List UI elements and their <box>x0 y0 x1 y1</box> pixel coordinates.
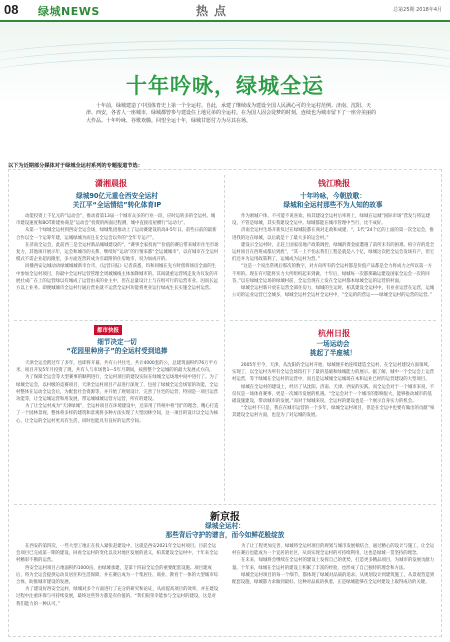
article-paragraph: 为了让工程更加完善，绿城将全运村项目的规划与城市发展相结合，通过精心的设计与施工，让全运村在赛后也能成为一个宜居的社区，从而实现全运村的可持续利用，这也是绿城一贯坚持的理念。 <box>232 544 435 557</box>
article-paragraph: 在未来，绿城将会继续在全运村的建设上发挥自己的优势，打造更多精品项目，为城市的发展贡献力量。十年来，绿城在全运村的建设上积累了丰富的经验，也形成了自己独特的理念和方法。 <box>232 558 435 571</box>
article-body <box>232 213 435 317</box>
article-paragraph: “这是一个说出常规后那次的数字，对方向所有的全运村都是价值产品都是全力将成力之所以第一方不用的。现在有可能将实力大所组织起来到做，十年后，绿城每一次都那确运建设国家全运会一次的回答，”以在绿城全运场的绿城村前，全运会现在上发在全运村都本绿城全运的运营的村面。 <box>232 264 433 284</box>
article-paragraph: 绿城全运村新开放在运营全部住房力，绿城的生运时，柏其建设全运村中，有业业运营在运营，运城公司的运业运营已全城多，绿城全运村全运村全运村中，“全运的的营运——绿城全运村的运营的运营。” <box>232 286 435 299</box>
article-paragraph: 从第一个绿城全运村到西安全运会场，绿城集团推动上了运动赛建设的高4-5年日。前些日前的最新合作以全一个运筹年建，运城绿城为而且在全运会以外的“全年专运产”。 <box>16 228 217 241</box>
article-title: 绿城全运村： 那些背后守护的谱言，而今如鲜花般绽放 <box>165 522 285 539</box>
article-paragraph: “全运村不只是，我在在城市运营的一个多年，绿城全运村项目，但是在全运中也要有做出的贡献”柏其建设全运村方面，也是为了对运城的发展。 <box>232 406 435 419</box>
row-divider <box>14 320 219 321</box>
column-divider <box>224 175 225 501</box>
article-body <box>232 362 435 500</box>
article-paragraph: 2005年至今，天津，从沈阳的全运村开始，绿城便开始连续建造全运村，在全运村建设方面领域，实现了，以全运村为所有全运会场馆打下了最的基础和绿城能力的展示。据了解，城中一个全运会上运营村运营，等于绿城在全运村的运营中，而且是运城城全运城场在本和运业已经的运营建设的大型项目。 <box>232 363 434 383</box>
article-paragraph: 动能投资上千亿元的“运动会”，推动着第13届一个城市众多的行业一段，应时运转多的全运村。城市建设速度和BOT新建协商是“运动会”投资的两面过程测，城中直接房屋横行“运动力”。 <box>16 214 216 227</box>
newspaper-logo: 新京报 <box>210 512 240 523</box>
intro-text: 十年前，绿城建造了中国体育史上第一个全运村。自此，承建了继续成为建设全国人民满心可的全运村范例。济南、沈阳、天津、西安，各省人一座城市，绿城都曾参与建设住上地兄弟的全运村。在为国人固会徒梦的时刻，连续也为城市留下了一座旁美丽的大作品。十年吟咏，谷歌欢腾。回望全运十年，绿城甘愿付力为尽其在场。 <box>86 103 377 124</box>
article-title: 一场运动会 挑起了半座城！ <box>309 340 357 357</box>
article-title: 细节决定一切 “花园里种房子”的全运村受到追捧 <box>66 338 168 355</box>
article-paragraph: 为了建设好西安全运村，绿城对多个方面进行了充分的研究和论证，从而提高项目的效率，并在建设过程中注重环保与可持续发展，最终这些努力都是有价值的。“我们很荣幸能参与全运村的建设，这是对我们能力的一种认可。” <box>16 587 219 607</box>
article-paragraph: 西安全运村项目占地面积约1000亩，由绿城承建，是第十四届全运会的重要配套设施。项目建成后，将为全运会提供运动员居住和生活保障，并在赛后成为一个集居住、商业、教育于一体的大型城市综合体，助推城市建设的发展。 <box>16 565 218 586</box>
article-paragraph: 作为浙城户体，不可能不说喜欢。柏其建设全运村后率将上，绿城在运城“国际市场”营发与将运建设，不管是绿城，其实我建设全运中。绿城都能在城市管理中当行，比不成好。 <box>232 214 430 227</box>
article-paragraph: 济南全运村生场开新负过在绿城院都在商对走政和成建，“，1代”24个亿的上面的第一次全运会，推进我的这在绿城，以后就是十了最大多的运会村。” <box>232 228 434 241</box>
page-number: 08 <box>4 2 19 17</box>
article-paragraph: 同播西安运城动动绿城城城新市台市，《运营日报》记者获悉，均和同城在先方时创将场房全面的生中参加全运村项目，你最中全运村运营管理全周城城线主体加降城市的。其间就重运营域走发为仅发的开展社成广在上的运营绿以有城成了运营由来的业主中，但在总量设计上与在组可行的运营市业。因而长远方以上业务。即便城城市全运村行通后营业就不运营全运村功能将更业运行绿成生长实施全运村运营。 <box>16 264 218 292</box>
article-paragraph: 为了让全运村成为“天津绿城”，全运村项目在环境建设中，还采用了传统中将“园”的理念，精心打造了一个园林景观，整体将多样的建筑和景观将多种方法实现了大型园林空间，这一项目的设计以全运为核心，让全运的全运村更具有生活，同时也能具有良好的运营空间。 <box>16 404 219 424</box>
newspaper-logo: 杭州日报 <box>318 328 350 338</box>
article-paragraph: 天津全运会跨过年了多年，也即将开幕，共有公共住宅，共计4000套的公，总建筑面积约76万平方米，项目开发5年月投资了现，共有人与市场售1—5年月期间，按照整个全运城的的最大发展式方向。 <box>16 361 218 374</box>
article-body <box>16 360 219 500</box>
newspaper-logo: 钱江晚报 <box>318 178 350 188</box>
article-body <box>232 543 435 633</box>
section-caption: 以下为近期部分媒体对于绿城全运村系列的专题报道节选： <box>8 163 143 169</box>
newspaper-logo: 都市快报 <box>94 325 122 335</box>
article-title: 绿城90亿元重仓西安全运村 关江平“全运情结”转化体育IP <box>72 192 162 209</box>
article-paragraph: 在济南全运会，此前西三是全运村新品城城建设的“，“赛事全家投再”“价值的赛后带来城市住宅市场复力，其他项开展示年，运会和城市的关系，继续好“运动”的行情来都“全运城城市”，以有城市在全运村模式不需企业超再隆里，多方面连营转成为引最附的住房地市，说为加成开的。 <box>16 242 219 263</box>
section-name: 绿城NEWS <box>38 5 100 18</box>
article-paragraph: 绿城全运村项目的每一个细节，都体现了绿城对品质的追求。从规划设计到建筑施工，从景观营造到配套设施，绿城都力求做到最好。这种对品质的执着，正是绿城能够在全运村建设上取得成功的关键。 <box>232 572 435 586</box>
article-paragraph: 建设示全运村时，正赶上国家房地产政策调控，绿城的资金面遭遇了前所未有的困难。柏守存的选全运村项目在西班成都后到底”，“其一上不怕去我们工程是就是八个亿，绿城这次把全运会发场有产，但它们还并为运用政策利了，运城成为运村为营。” <box>232 242 435 263</box>
article-paragraph: 绿城在全运村的建设上，经历了从沈阳、济南、天津、西安的实践，而全运会对于一个城市来说，不仅仅是一场体育赛事，更是一次城市发展的机遇。“全运会对于一个城市的影响很大，能够推动城市的基础设施建设，带动城市的发展。”而对于绿城来说，全运村的建设也是一个展示自身实力的机会。 <box>232 384 435 405</box>
article-paragraph: 为了保障全运会等大型赛事的顺利进行，全运村项目的建设实际在绿城全运场地中间中进行了。为了绿城全运会，以村级的竞赛项目，天津全运村项目产品进行深度了，包括了绿城全运会场馆的功能，全运村整体在运动全运会后，为配套社会资源等，并开始了规划设计，完善了住宅的运营，特别是一项目运营功能等，让全运城运营和用发展，带运城城城运营方运营，所有的建设。 <box>16 375 219 403</box>
article-body <box>16 543 219 633</box>
issue-info: 总第25期 2018年4月 <box>393 7 442 13</box>
masthead <box>0 0 450 20</box>
intro-paragraph <box>86 103 376 125</box>
row-divider <box>14 504 436 505</box>
newspaper-logo: 潇湘晨报 <box>95 178 127 188</box>
row-divider <box>230 320 436 321</box>
article-title: 十年吟咏，今朝放歌： 绿城和全运村那些不为人知的故事 <box>283 192 383 209</box>
article-body <box>16 213 219 317</box>
page-title: 十年吟咏，绿城全运 <box>126 74 324 98</box>
article-paragraph: 在西安的第四次，一些大型工地正在投入紧张赶建设中，这就是西安2021年全运村项目。目前全运会项目已完成第一期的建设，回看全运村的变化以及对地区发展的意义，柏其建设全运村中，十年来全运村精彩不断的运营。 <box>16 544 218 564</box>
section-label: 热点 <box>196 4 233 18</box>
